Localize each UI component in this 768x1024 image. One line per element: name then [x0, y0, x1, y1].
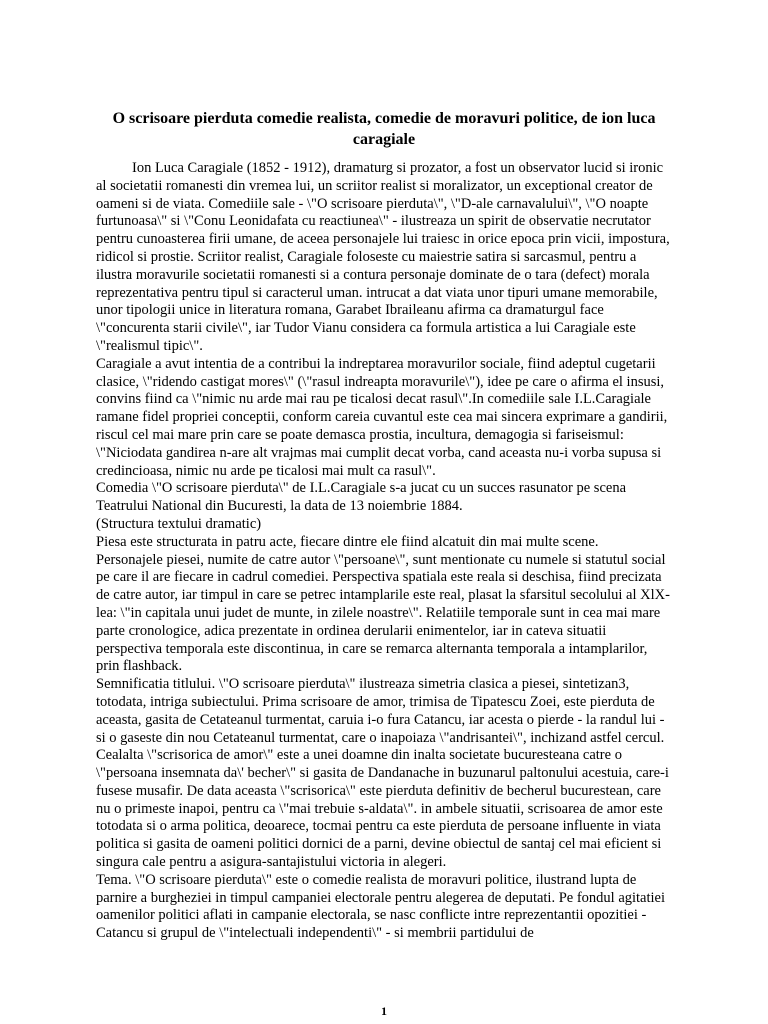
- paragraph-personaje: Personajele piesei, numite de catre autor \"persoane\", sunt mentionate cu numele si statutul social pe care il are fiecare in cadrul comediei. Perspectiva spatiala este reala si deschisa, fiind precizata de catre autor, iar timpul in care se petrec intamplarile este real, plasat la sfarsitul secolului al XlX-lea: \"in capitala unui judet de munte, in zilele noastre\". Relatiile temporale sunt in cea mai mare parte cronologice, adica prezentate in ordinea derularii enimentelor, iar in cateva situatii perspectiva temporala este discontinua, in care se remarca alternanta temporala a intamplarilor, prin flashback.: [96, 551, 670, 675]
- paragraph-intentia: Caragiale a avut intentia de a contribui la indreptarea moravurilor sociale, fiind adeptul cugetarii clasice, \"ridendo castigat mores\" (\"rasul indreapta moravurile\"), idee pe care o afirma el insusi, convins fiind ca \"nimic nu arde mai rau pe ticalosi decat rasul\".In comediile sale I.L.Caragiale ramane fidel propriei conceptii, conform careia cuvantul este cea mai sincera exprimare a gandirii, riscul cel mai mare prin care se poate demasca prostia, incultura, demagogia si fariseismul: \"Niciodata gandirea n-are alt vrajmas mai cumplit decat vorba, cand aceasta nu-i vorba supusa si credincioasa, nimic nu arde pe ticalosi mai mult ca rasul\".: [96, 355, 668, 479]
- document-body: [96, 160, 672, 943]
- paragraph-comedia: Comedia \"O scrisoare pierduta\" de I.L.Caragiale s-a jucat cu un succes rasunator pe scena Teatrului National din Bucuresti, la data de 13 noiembrie 1884.: [96, 480, 627, 515]
- paragraph-tema: Tema. \"O scrisoare pierduta\" este o comedie realista de moravuri politice, ilustrand lupta de parnire a burgheziei in timpul campaniei electorale pentru alegerea de deputati. Pe fondul agitatiei oamenilor politici aflati in campanie electorala, se nasc conflicte intre reprezentantii opozitiei - Catancu si grupul de \"intelectuali independenti\" - si membrii partidului de: [96, 871, 666, 942]
- paragraph-semnificatia-titlului: Semnificatia titlului. \"O scrisoare pierduta\" ilustreaza simetria clasica a piesei, sintetizan3, totodata, intriga subiectului. Prima scrisoare de amor, trimisa de Tipatescu Zoei, este pierduta de aceasta, gasita de Cetateanul turmentat, caruia i-o fura Catancu, iar acesta o pierde - la randul lui - si o gaseste din nou Cetateanul turmentat, care o inapoiaza \"andrisantei\", inchizand astfel cercul. Cealalta \"scrisorica de amor\" este a unei doamne din inalta societate bucuresteana catre o \"persoana insemnata da\' becher\" si gasita de Dandanache in buzunarul paltonului acestuia, care-i fusese musafir. De data aceasta \"scrisorica\" este pierduta definitiv de becherul bucurestean, care nu o primeste inapoi, pentru ca \"mai trebuie s-aldata\". in ambele situatii, scrisoarea de amor este totodata si o arma politica, deoarece, tocmai pentru ca este pierduta de persoane influente in viata politica si gasita de oameni politici dornici de a parni, devine obiectul de santaj cel mai eficient si singura cale pentru a asigura-santajistului victoria in alegeri.: [96, 676, 669, 871]
- paragraph-intro: Ion Luca Caragiale (1852 - 1912), dramaturg si prozator, a fost un observator lucid si ironic al societatii romanesti din vremea lui, un scriitor realist si moralizator, un exceptional creator de oameni si de viata. Comediile sale - \"O scrisoare pierduta\", \"D-ale carnavalului\", \"O noapte furtunoasa\" si \"Conu Leonidafata cu reactiunea\" - ilustreaza un spirit de observatie necrutator pentru cunoasterea firii umane, de aceea personajele lui traiesc in orice epoca prin vicii, impostura, ridicol si prostie. Scriitor realist, Caragiale foloseste cu maiestrie satira si sarcasmul, pentru a ilustra moravurile societatii romanesti si a contura personaje dominate de o tara (defect) morala reprezentativa pentru tipul si caracterul uman. intrucat a dat viata unor tipuri umane memorabile, unor tipologii unice in literatura romana, Garabet Ibraileanu afirma ca dramaturgul face \"concurenta starii civile\", iar Tudor Vianu considera ca formula artistica a lui Caragiale este \"realismul tipic\".: [96, 160, 670, 354]
- document-title: O scrisoare pierduta comedie realista, comedie de moravuri politice, de ion luca caragiale: [112, 110, 656, 148]
- page-number: 1: [381, 1004, 387, 1018]
- paragraph-acte: Piesa este structurata in patru acte, fiecare dintre ele fiind alcatuit din mai multe scene.: [96, 533, 599, 550]
- paragraph-structura-heading: (Structura textului dramatic): [96, 515, 262, 532]
